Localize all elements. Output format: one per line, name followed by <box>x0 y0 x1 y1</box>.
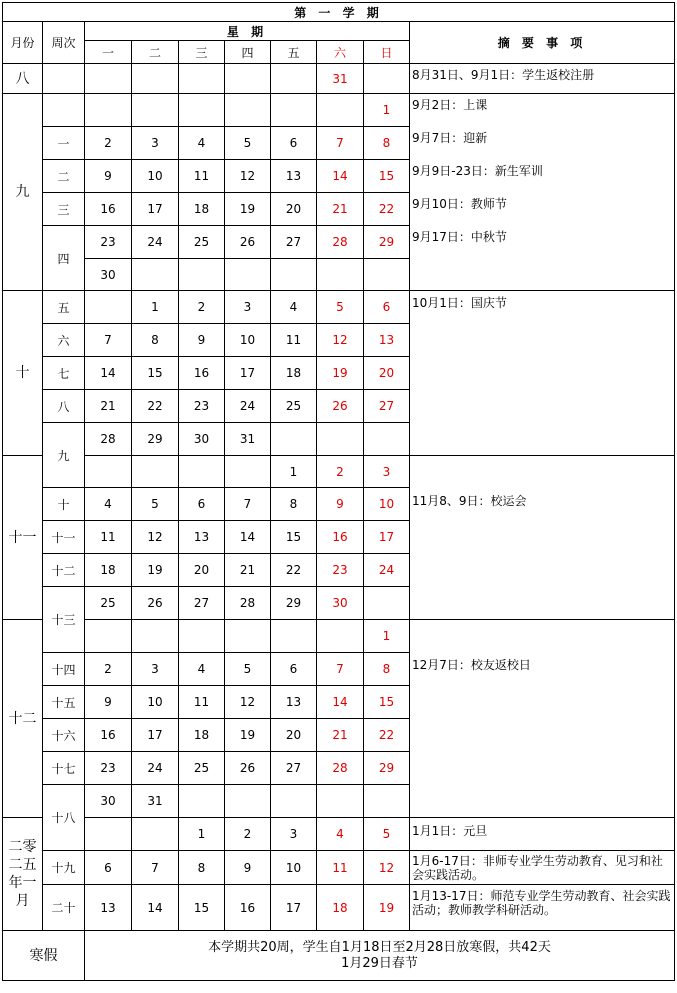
day-cell: 2 <box>317 456 364 488</box>
week-number: 十二 <box>43 554 85 587</box>
note-jan13: 1月13-17日：师范专业学生劳动教育、社会实践活动；教师教学科研活动。 <box>412 889 671 917</box>
day-cell: 6 <box>179 488 225 521</box>
day-cell <box>179 94 225 127</box>
day-cell: 7 <box>317 127 364 160</box>
day-cell: 10 <box>132 686 179 719</box>
note-oct1: 10月1日：国庆节 <box>412 296 507 310</box>
day-cell <box>179 64 225 94</box>
day-cell: 17 <box>132 719 179 752</box>
day-cell <box>364 64 410 94</box>
day-cell: 12 <box>225 160 271 193</box>
day-cell <box>85 620 132 653</box>
day-cell: 19 <box>225 193 271 226</box>
day-cell: 9 <box>179 324 225 357</box>
day-cell: 23 <box>179 390 225 423</box>
note-jan1: 1月1日：元旦 <box>412 824 488 838</box>
week-row <box>3 885 675 931</box>
day-cell: 16 <box>225 885 271 931</box>
day-cell: 19 <box>225 719 271 752</box>
winter-label: 寒假 <box>3 931 85 981</box>
notes-cell <box>410 620 675 818</box>
weekday-header-3: 三 <box>179 41 225 64</box>
day-cell: 21 <box>317 193 364 226</box>
day-cell <box>179 456 225 488</box>
day-cell: 11 <box>271 324 317 357</box>
note-jan6: 1月6-17日：非师专业学生劳动教育、见习和社会实践活动。 <box>412 854 663 882</box>
day-cell: 12 <box>132 521 179 554</box>
day-cell: 5 <box>225 653 271 686</box>
day-cell: 10 <box>364 488 410 521</box>
week-row <box>3 64 675 94</box>
day-cell: 15 <box>179 885 225 931</box>
day-cell: 15 <box>364 160 410 193</box>
day-cell: 12 <box>317 324 364 357</box>
semester-calendar <box>2 2 675 981</box>
day-cell: 28 <box>317 752 364 785</box>
week-number: 十 <box>43 488 85 521</box>
week-row <box>3 456 675 488</box>
day-cell: 4 <box>317 818 364 851</box>
note-dec7: 12月7日：校友返校日 <box>412 658 531 672</box>
day-cell: 27 <box>271 226 317 259</box>
day-cell: 13 <box>271 686 317 719</box>
day-cell: 13 <box>179 521 225 554</box>
day-cell: 14 <box>132 885 179 931</box>
day-cell: 13 <box>364 324 410 357</box>
week-row <box>3 94 675 127</box>
day-cell <box>132 64 179 94</box>
week-number: 七 <box>43 357 85 390</box>
day-cell: 1 <box>364 620 410 653</box>
day-cell: 24 <box>132 752 179 785</box>
month-label: 二零二五年一月 <box>3 818 43 931</box>
day-cell: 18 <box>179 719 225 752</box>
day-cell: 30 <box>85 785 132 818</box>
day-cell: 10 <box>271 851 317 885</box>
day-cell: 24 <box>364 554 410 587</box>
day-cell <box>364 259 410 291</box>
winter-description <box>85 931 675 981</box>
day-cell <box>225 456 271 488</box>
week-number: 一 <box>43 127 85 160</box>
day-cell: 9 <box>85 686 132 719</box>
day-cell: 4 <box>85 488 132 521</box>
day-cell: 20 <box>271 193 317 226</box>
week-number: 十四 <box>43 653 85 686</box>
day-cell <box>225 94 271 127</box>
day-cell: 14 <box>85 357 132 390</box>
day-cell: 9 <box>85 160 132 193</box>
day-cell <box>132 818 179 851</box>
notes-cell <box>410 94 675 291</box>
day-cell <box>179 785 225 818</box>
day-cell: 22 <box>364 193 410 226</box>
day-cell: 18 <box>85 554 132 587</box>
day-cell: 11 <box>85 521 132 554</box>
weekday-header-6: 六 <box>317 41 364 64</box>
day-cell: 21 <box>85 390 132 423</box>
day-cell <box>132 94 179 127</box>
day-cell: 16 <box>85 193 132 226</box>
day-cell <box>271 94 317 127</box>
day-cell: 20 <box>271 719 317 752</box>
day-cell: 1 <box>132 291 179 324</box>
note-sep10: 9月10日：教师节 <box>412 197 507 211</box>
day-cell <box>317 94 364 127</box>
day-cell: 4 <box>179 653 225 686</box>
day-cell: 2 <box>179 291 225 324</box>
day-cell: 19 <box>317 357 364 390</box>
month-label: 十一 <box>3 456 43 620</box>
day-cell: 18 <box>179 193 225 226</box>
day-cell: 2 <box>85 127 132 160</box>
day-cell: 31 <box>132 785 179 818</box>
day-cell: 22 <box>271 554 317 587</box>
day-cell: 14 <box>317 686 364 719</box>
day-cell: 30 <box>317 587 364 620</box>
week-row <box>3 620 675 653</box>
day-cell: 21 <box>317 719 364 752</box>
notes-cell <box>410 291 675 456</box>
month-label: 十二 <box>3 620 43 818</box>
day-cell: 27 <box>179 587 225 620</box>
day-cell: 5 <box>364 818 410 851</box>
winter-line-2: 1月29日春节 <box>341 955 418 971</box>
day-cell <box>179 259 225 291</box>
note-sep9: 9月9日-23日：新生军训 <box>412 164 543 178</box>
day-cell: 12 <box>225 686 271 719</box>
day-cell: 7 <box>225 488 271 521</box>
day-cell: 6 <box>271 127 317 160</box>
day-cell: 29 <box>364 752 410 785</box>
day-cell: 23 <box>85 226 132 259</box>
week-number: 十八 <box>43 785 85 851</box>
day-cell: 10 <box>132 160 179 193</box>
day-cell <box>132 456 179 488</box>
notes-cell <box>410 456 675 620</box>
day-cell: 22 <box>364 719 410 752</box>
day-cell: 27 <box>271 752 317 785</box>
day-cell: 16 <box>317 521 364 554</box>
notes-cell <box>410 851 675 885</box>
day-cell: 15 <box>132 357 179 390</box>
day-cell <box>85 456 132 488</box>
day-cell: 20 <box>364 357 410 390</box>
day-cell: 2 <box>225 818 271 851</box>
day-cell: 26 <box>225 752 271 785</box>
month-label: 十 <box>3 291 43 456</box>
week-number <box>43 64 85 94</box>
day-cell <box>271 64 317 94</box>
day-cell: 5 <box>317 291 364 324</box>
day-cell: 14 <box>225 521 271 554</box>
weekday-header-2: 二 <box>132 41 179 64</box>
day-cell: 26 <box>132 587 179 620</box>
day-cell: 5 <box>132 488 179 521</box>
day-cell: 16 <box>85 719 132 752</box>
note-nov8: 11月8、9日：校运会 <box>412 494 527 508</box>
day-cell <box>317 423 364 456</box>
day-cell: 27 <box>364 390 410 423</box>
month-label: 九 <box>3 94 43 291</box>
day-cell: 16 <box>179 357 225 390</box>
day-cell: 7 <box>132 851 179 885</box>
day-cell: 19 <box>132 554 179 587</box>
week-number: 十一 <box>43 521 85 554</box>
day-cell: 13 <box>271 160 317 193</box>
notes-header: 摘 要 事 项 <box>410 22 675 64</box>
week-row <box>3 851 675 885</box>
day-cell <box>225 620 271 653</box>
day-cell: 3 <box>132 127 179 160</box>
day-cell <box>132 620 179 653</box>
day-cell <box>179 620 225 653</box>
day-cell: 8 <box>364 653 410 686</box>
day-cell: 9 <box>225 851 271 885</box>
week-row <box>3 291 675 324</box>
day-cell: 17 <box>225 357 271 390</box>
day-cell <box>364 785 410 818</box>
week-number: 六 <box>43 324 85 357</box>
notes-cell <box>410 818 675 851</box>
day-cell: 20 <box>179 554 225 587</box>
note-sep17: 9月17日：中秋节 <box>412 230 507 244</box>
week-row <box>3 818 675 851</box>
day-cell <box>85 94 132 127</box>
day-cell: 29 <box>132 423 179 456</box>
day-cell <box>271 259 317 291</box>
week-number: 十五 <box>43 686 85 719</box>
day-cell: 1 <box>364 94 410 127</box>
day-cell: 28 <box>317 226 364 259</box>
day-cell: 11 <box>317 851 364 885</box>
day-cell: 6 <box>271 653 317 686</box>
day-cell: 3 <box>132 653 179 686</box>
winter-row <box>3 931 675 981</box>
day-cell: 26 <box>317 390 364 423</box>
day-cell: 30 <box>85 259 132 291</box>
day-cell: 25 <box>179 226 225 259</box>
day-cell: 25 <box>85 587 132 620</box>
day-cell: 8 <box>132 324 179 357</box>
day-cell: 4 <box>179 127 225 160</box>
week-number: 二 <box>43 160 85 193</box>
week-number: 八 <box>43 390 85 423</box>
day-cell: 11 <box>179 160 225 193</box>
day-cell <box>85 291 132 324</box>
day-cell: 18 <box>317 885 364 931</box>
day-cell: 9 <box>317 488 364 521</box>
day-cell <box>85 64 132 94</box>
note-sep7: 9月7日：迎新 <box>412 131 488 145</box>
week-number: 十三 <box>43 587 85 653</box>
day-cell: 17 <box>364 521 410 554</box>
day-cell: 25 <box>179 752 225 785</box>
week-header: 周次 <box>43 22 85 64</box>
day-cell <box>85 818 132 851</box>
day-cell: 1 <box>179 818 225 851</box>
day-cell <box>132 259 179 291</box>
week-number: 四 <box>43 226 85 291</box>
winter-line-1: 本学期共20周，学生自1月18日至2月28日放寒假，共42天 <box>208 939 551 955</box>
day-cell: 28 <box>85 423 132 456</box>
day-cell: 5 <box>225 127 271 160</box>
day-cell: 12 <box>364 851 410 885</box>
day-cell <box>364 587 410 620</box>
day-cell: 11 <box>179 686 225 719</box>
week-number: 二十 <box>43 885 85 931</box>
day-cell: 3 <box>271 818 317 851</box>
weekday-header-4: 四 <box>225 41 271 64</box>
day-cell: 17 <box>271 885 317 931</box>
day-cell: 31 <box>225 423 271 456</box>
day-cell: 24 <box>225 390 271 423</box>
day-cell <box>271 423 317 456</box>
day-cell: 3 <box>364 456 410 488</box>
calendar-table <box>2 2 675 981</box>
day-cell: 7 <box>85 324 132 357</box>
week-number: 三 <box>43 193 85 226</box>
day-cell <box>364 423 410 456</box>
day-cell: 21 <box>225 554 271 587</box>
semester-title: 第 一 学 期 <box>3 3 675 22</box>
day-cell <box>317 620 364 653</box>
day-cell <box>317 785 364 818</box>
weekday-header-7: 日 <box>364 41 410 64</box>
day-cell: 8 <box>364 127 410 160</box>
week-number: 五 <box>43 291 85 324</box>
day-cell: 4 <box>271 291 317 324</box>
day-cell: 25 <box>271 390 317 423</box>
notes-cell <box>410 64 675 94</box>
day-cell: 13 <box>85 885 132 931</box>
day-cell: 14 <box>317 160 364 193</box>
week-number: 十六 <box>43 719 85 752</box>
day-cell: 23 <box>317 554 364 587</box>
day-cell: 17 <box>132 193 179 226</box>
day-cell: 8 <box>179 851 225 885</box>
day-cell: 8 <box>271 488 317 521</box>
note-sep2: 9月2日：上课 <box>412 98 488 112</box>
week-number: 十七 <box>43 752 85 785</box>
month-header: 月份 <box>3 22 43 64</box>
notes-cell <box>410 885 675 931</box>
day-cell: 3 <box>225 291 271 324</box>
weekday-header-5: 五 <box>271 41 317 64</box>
day-cell <box>317 259 364 291</box>
day-cell: 6 <box>364 291 410 324</box>
day-cell: 31 <box>317 64 364 94</box>
day-cell <box>225 785 271 818</box>
day-cell: 15 <box>364 686 410 719</box>
day-cell: 1 <box>271 456 317 488</box>
day-cell: 19 <box>364 885 410 931</box>
day-cell <box>271 785 317 818</box>
note-aug31: 8月31日、9月1日：学生返校注册 <box>412 68 595 82</box>
day-cell <box>271 620 317 653</box>
day-cell: 26 <box>225 226 271 259</box>
weekday-header-1: 一 <box>85 41 132 64</box>
week-number: 十九 <box>43 851 85 885</box>
day-cell: 18 <box>271 357 317 390</box>
day-cell: 2 <box>85 653 132 686</box>
week-number: 九 <box>43 423 85 488</box>
day-cell: 23 <box>85 752 132 785</box>
day-cell: 10 <box>225 324 271 357</box>
day-cell: 15 <box>271 521 317 554</box>
day-cell: 22 <box>132 390 179 423</box>
day-cell: 6 <box>85 851 132 885</box>
day-cell: 28 <box>225 587 271 620</box>
week-number <box>43 94 85 127</box>
day-cell: 7 <box>317 653 364 686</box>
weekday-group-header: 星 期 <box>85 22 410 41</box>
day-cell <box>225 259 271 291</box>
day-cell: 30 <box>179 423 225 456</box>
day-cell <box>225 64 271 94</box>
day-cell: 29 <box>271 587 317 620</box>
day-cell: 29 <box>364 226 410 259</box>
month-label: 八 <box>3 64 43 94</box>
day-cell: 24 <box>132 226 179 259</box>
